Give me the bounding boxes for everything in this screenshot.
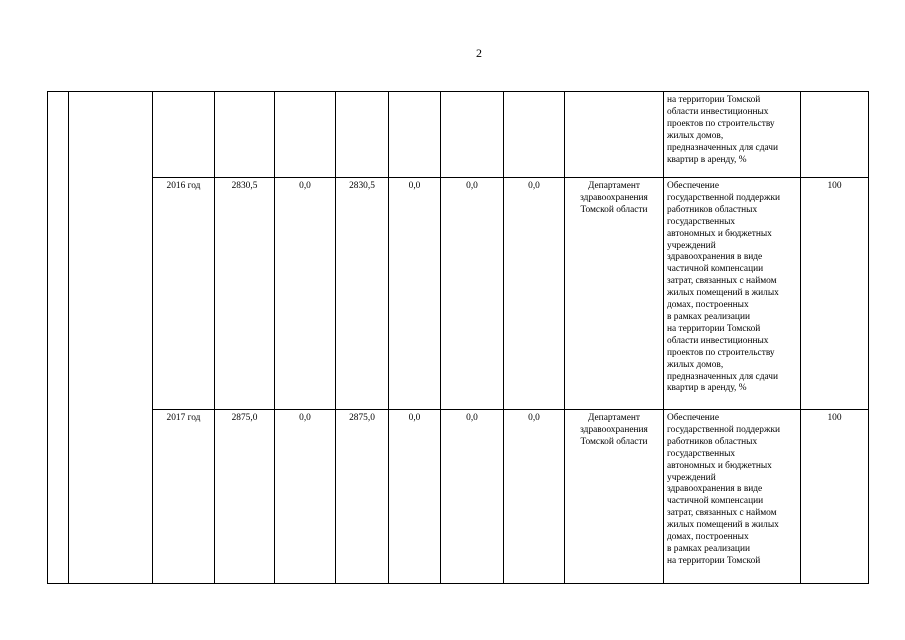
local-cell: 0,0 xyxy=(389,178,441,410)
indicator-value-cell: 100 xyxy=(801,410,869,584)
task-name-cell xyxy=(69,92,153,584)
table-row xyxy=(48,410,869,584)
federal-cell: 0,0 xyxy=(275,178,336,410)
department-cell: Департамент здравоохранения Томской области xyxy=(565,178,664,410)
page-number: 2 xyxy=(476,46,482,60)
extra-cell: 0,0 xyxy=(504,410,565,584)
department-cell xyxy=(565,92,664,178)
table-row xyxy=(48,178,869,410)
index-cell xyxy=(48,92,69,584)
program-table xyxy=(47,91,869,584)
indicator-description-cell: Обеспечение государственной поддержки работников областных государственных автономных и бюджетных учреждений здравоохранения в виде частичной компенсации затрат, связанных с наймом жилых помещений в жилых домах, построенных в рамках реализации на территории Томской области инвестиционных проектов по строительству жилых домов, предназначенных для сдачи квартир в аренду, % xyxy=(664,178,801,410)
total-cell: 2875,0 xyxy=(215,410,275,584)
indicator-value-cell xyxy=(801,92,869,178)
total-cell xyxy=(215,92,275,178)
other-cell xyxy=(441,92,504,178)
department-cell: Департамент здравоохранения Томской области xyxy=(565,410,664,584)
year-cell xyxy=(153,92,215,178)
local-cell: 0,0 xyxy=(389,410,441,584)
indicator-description-cell: Обеспечение государственной поддержки работников областных государственных автономных и бюджетных учреждений здравоохранения в виде частичной компенсации затрат, связанных с наймом жилых помещений в жилых домах, построенных в рамках реализации на территории Томской xyxy=(664,410,801,584)
indicator-value-cell: 100 xyxy=(801,178,869,410)
federal-cell: 0,0 xyxy=(275,410,336,584)
indicator-description-cell: на территории Томской области инвестиционных проектов по строительству жилых домов, предназначенных для сдачи квартир в аренду, % xyxy=(664,92,801,178)
other-cell: 0,0 xyxy=(441,410,504,584)
other-cell: 0,0 xyxy=(441,178,504,410)
federal-cell xyxy=(275,92,336,178)
regional-cell xyxy=(336,92,389,178)
extra-cell: 0,0 xyxy=(504,178,565,410)
local-cell xyxy=(389,92,441,178)
regional-cell: 2875,0 xyxy=(336,410,389,584)
regional-cell: 2830,5 xyxy=(336,178,389,410)
total-cell: 2830,5 xyxy=(215,178,275,410)
extra-cell xyxy=(504,92,565,178)
year-cell: 2017 год xyxy=(153,410,215,584)
table-row xyxy=(48,92,869,178)
year-cell: 2016 год xyxy=(153,178,215,410)
